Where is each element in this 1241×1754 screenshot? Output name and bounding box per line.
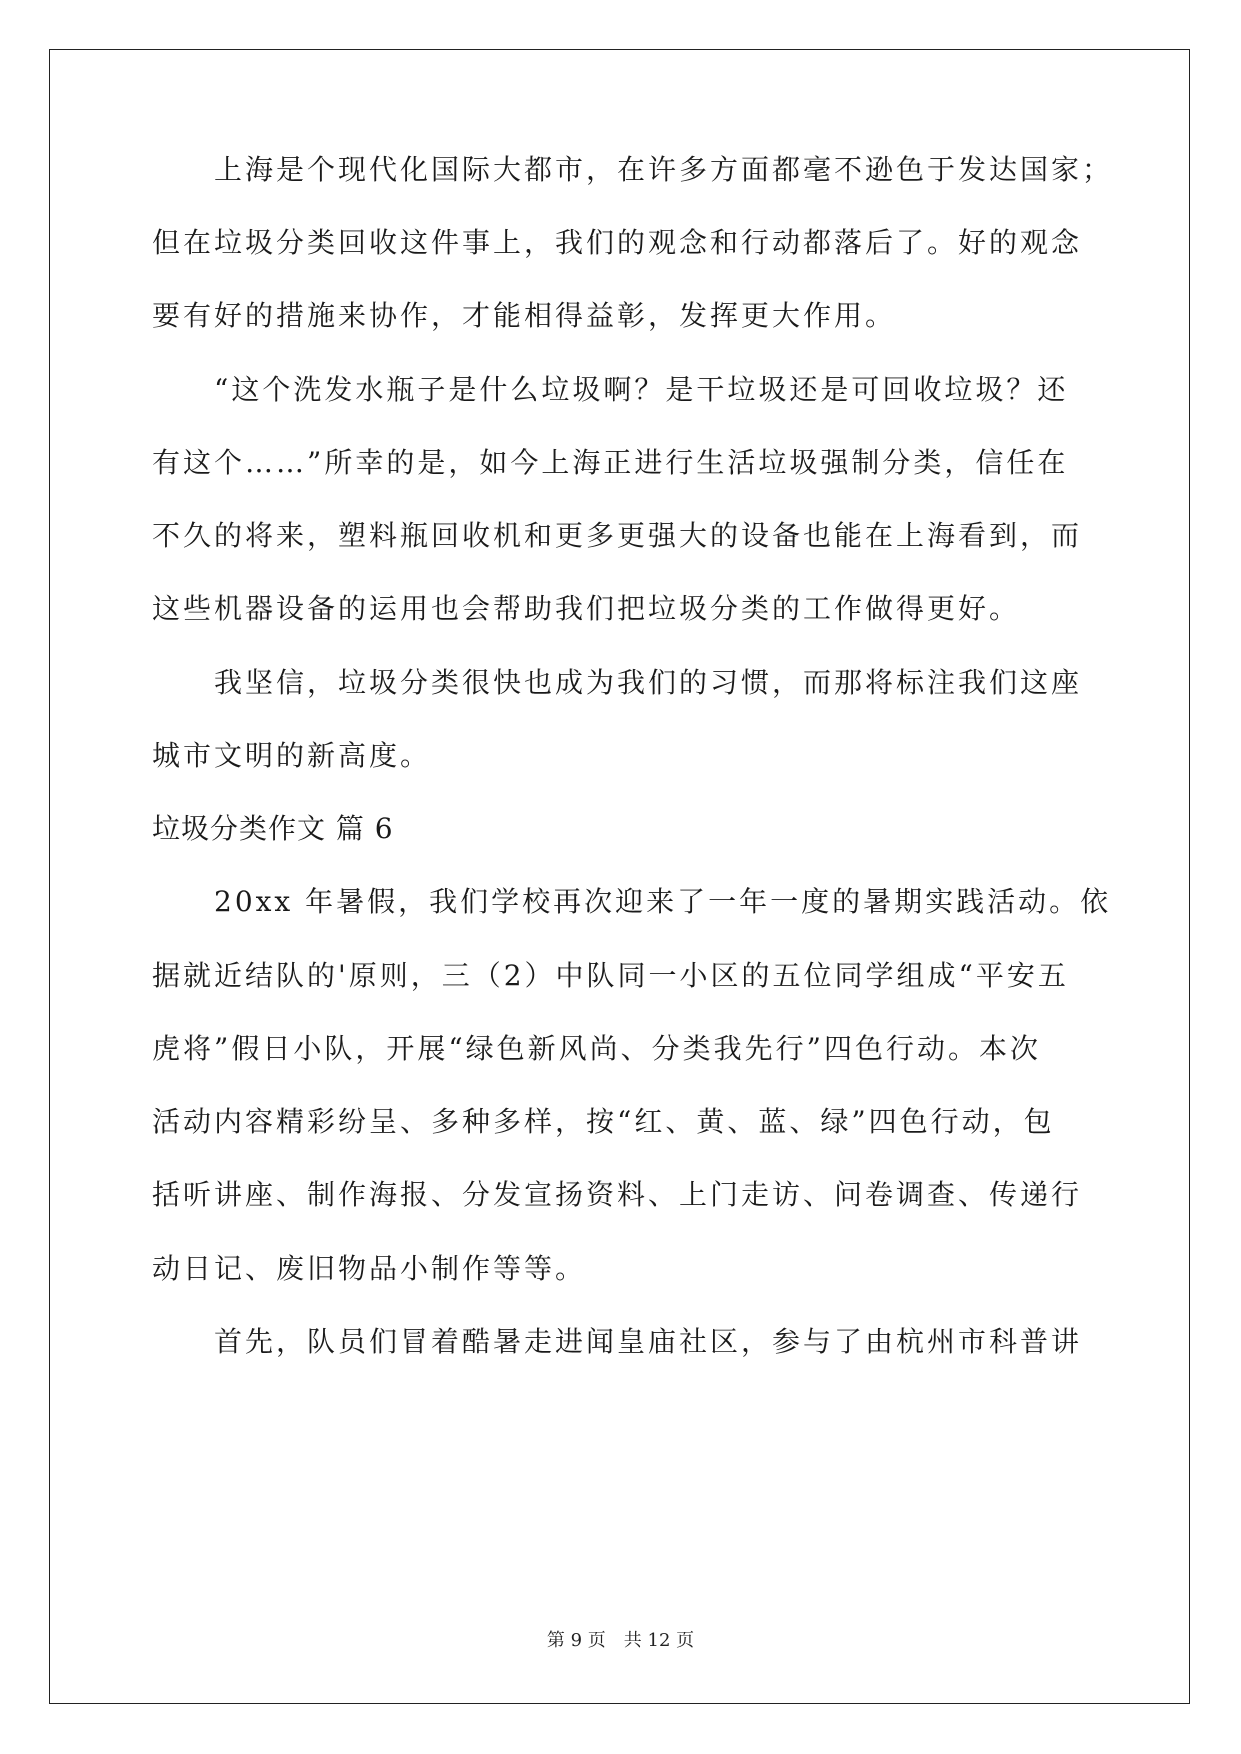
page-number-footer: 第 9 页 共 12 页 bbox=[546, 1630, 695, 1651]
paragraph-line: 动日记、废旧物品小制作等等。 bbox=[152, 1252, 587, 1285]
paragraph-line: 活动内容精彩纷呈、多种多样，按“红、黄、蓝、绿”四色行动，包 bbox=[152, 1105, 1055, 1138]
paragraph-line: 首先，队员们冒着酷暑走进闻皇庙社区，参与了由杭州市科普讲 bbox=[214, 1325, 1083, 1358]
paragraph-line: “这个洗发水瓶子是什么垃圾啊？是干垃圾还是可回收垃圾？还 bbox=[214, 373, 1069, 406]
paragraph-line: 上海是个现代化国际大都市，在许多方面都毫不逊色于发达国家； bbox=[214, 153, 1114, 186]
paragraph-line: 括听讲座、制作海报、分发宣扬资料、上门走访、问卷调查、传递行 bbox=[152, 1178, 1083, 1211]
paragraph-line: 据就近结队的'原则，三（2）中队同一小区的五位同学组成“平安五 bbox=[152, 959, 1069, 992]
paragraph-line: 有这个……”所幸的是，如今上海正进行生活垃圾强制分类，信任在 bbox=[152, 446, 1069, 479]
paragraph-line: 不久的将来，塑料瓶回收机和更多更强大的设备也能在上海看到，而 bbox=[152, 519, 1083, 552]
paragraph-line: 但在垃圾分类回收这件事上，我们的观念和行动都落后了。好的观念 bbox=[152, 226, 1083, 259]
paragraph-line: 城市文明的新高度。 bbox=[152, 739, 432, 772]
section-heading: 垃圾分类作文 篇 6 bbox=[152, 812, 394, 845]
paragraph-line: 我坚信，垃圾分类很快也成为我们的习惯，而那将标注我们这座 bbox=[214, 666, 1083, 699]
paragraph-line: 虎将”假日小队，开展“绿色新风尚、分类我先行”四色行动。本次 bbox=[152, 1032, 1041, 1065]
paragraph-line: 要有好的措施来协作，才能相得益彰，发挥更大作用。 bbox=[152, 299, 897, 332]
paragraph-line: 这些机器设备的运用也会帮助我们把垃圾分类的工作做得更好。 bbox=[152, 592, 1021, 625]
paragraph-line: 20xx 年暑假，我们学校再次迎来了一年一度的暑期实践活动。依 bbox=[214, 885, 1112, 918]
